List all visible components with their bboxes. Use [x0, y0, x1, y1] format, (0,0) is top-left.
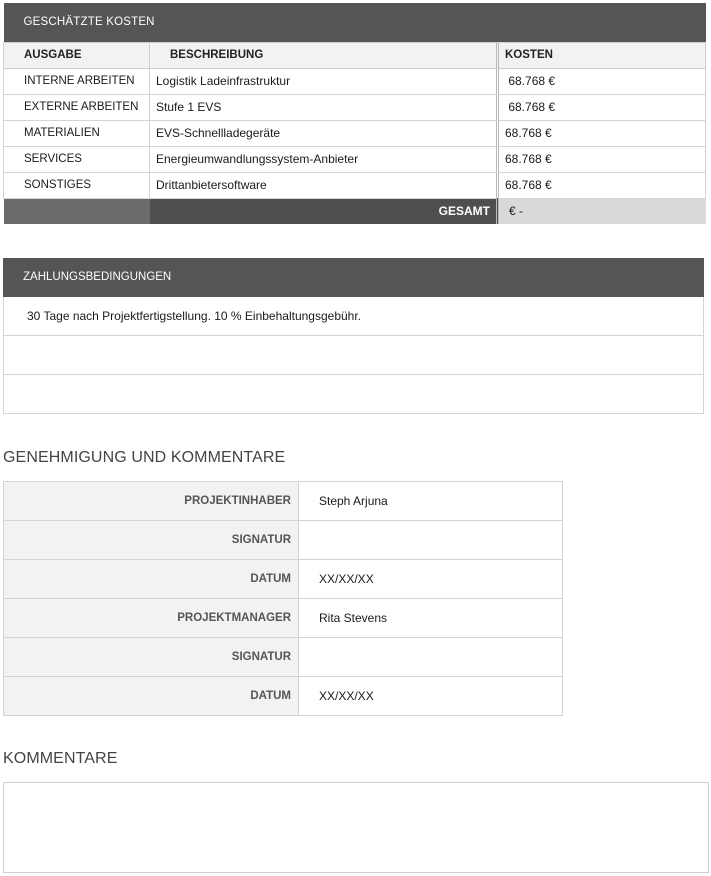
table-row: [4, 68, 706, 94]
table-row: [4, 560, 563, 599]
payment-terms-line[interactable]: [3, 336, 704, 375]
approval-value[interactable]: [299, 521, 563, 560]
payment-terms-section: [3, 258, 704, 414]
total-value: € -: [498, 198, 706, 224]
payment-terms-title: ZAHLUNGSBEDINGUNGEN: [3, 258, 704, 297]
column-header-description: BESCHREIBUNG: [150, 42, 498, 68]
item-cell[interactable]: EXTERNE ARBEITEN: [4, 94, 150, 120]
total-label: GESAMT: [150, 198, 498, 224]
description-cell[interactable]: EVS-Schnellladegeräte: [150, 120, 498, 146]
item-cell[interactable]: SONSTIGES: [4, 172, 150, 198]
approval-value[interactable]: XX/XX/XX: [299, 560, 563, 599]
payment-terms-line[interactable]: 30 Tage nach Projektfertigstellung. 10 % Einbehaltungsgebühr.: [3, 297, 704, 336]
cost-table: [3, 3, 706, 224]
cost-cell[interactable]: 68.768 €: [498, 120, 706, 146]
approval-label: DATUM: [4, 560, 299, 599]
total-row-filler: [4, 198, 150, 224]
item-cell[interactable]: MATERIALIEN: [4, 120, 150, 146]
description-cell[interactable]: Drittanbietersoftware: [150, 172, 498, 198]
approval-value[interactable]: Rita Stevens: [299, 599, 563, 638]
description-cell[interactable]: Logistik Ladeinfrastruktur: [150, 68, 498, 94]
cost-cell[interactable]: 68.768 €: [498, 172, 706, 198]
comments-title: KOMMENTARE: [3, 750, 118, 767]
table-row: [4, 94, 706, 120]
table-row: [4, 120, 706, 146]
approval-value[interactable]: [299, 638, 563, 677]
cost-cell[interactable]: 68.768 €: [498, 146, 706, 172]
table-row: [4, 599, 563, 638]
cost-cell[interactable]: 68.768 €: [498, 68, 706, 94]
approval-value[interactable]: Steph Arjuna: [299, 482, 563, 521]
table-row: [4, 172, 706, 198]
description-cell[interactable]: Energieumwandlungssystem-Anbieter: [150, 146, 498, 172]
table-row: [4, 677, 563, 716]
approval-label: SIGNATUR: [4, 521, 299, 560]
approval-label: DATUM: [4, 677, 299, 716]
column-header-cost: KOSTEN: [498, 42, 706, 68]
approval-label: PROJEKTMANAGER: [4, 599, 299, 638]
table-row: [4, 521, 563, 560]
item-cell[interactable]: INTERNE ARBEITEN: [4, 68, 150, 94]
cost-table-title: GESCHÄTZTE KOSTEN: [4, 3, 706, 42]
item-cell[interactable]: SERVICES: [4, 146, 150, 172]
approval-table: [3, 481, 563, 716]
table-row: [4, 638, 563, 677]
payment-terms-line[interactable]: [3, 375, 704, 414]
approval-value[interactable]: XX/XX/XX: [299, 677, 563, 716]
total-row: [4, 198, 706, 224]
approval-title: GENEHMIGUNG UND KOMMENTARE: [3, 449, 286, 466]
cost-cell[interactable]: 68.768 €: [498, 94, 706, 120]
comments-box[interactable]: [3, 782, 709, 873]
description-cell[interactable]: Stufe 1 EVS: [150, 94, 498, 120]
table-row: [4, 482, 563, 521]
table-row: [4, 146, 706, 172]
column-header-item: AUSGABE: [4, 42, 150, 68]
approval-label: SIGNATUR: [4, 638, 299, 677]
approval-label: PROJEKTINHABER: [4, 482, 299, 521]
